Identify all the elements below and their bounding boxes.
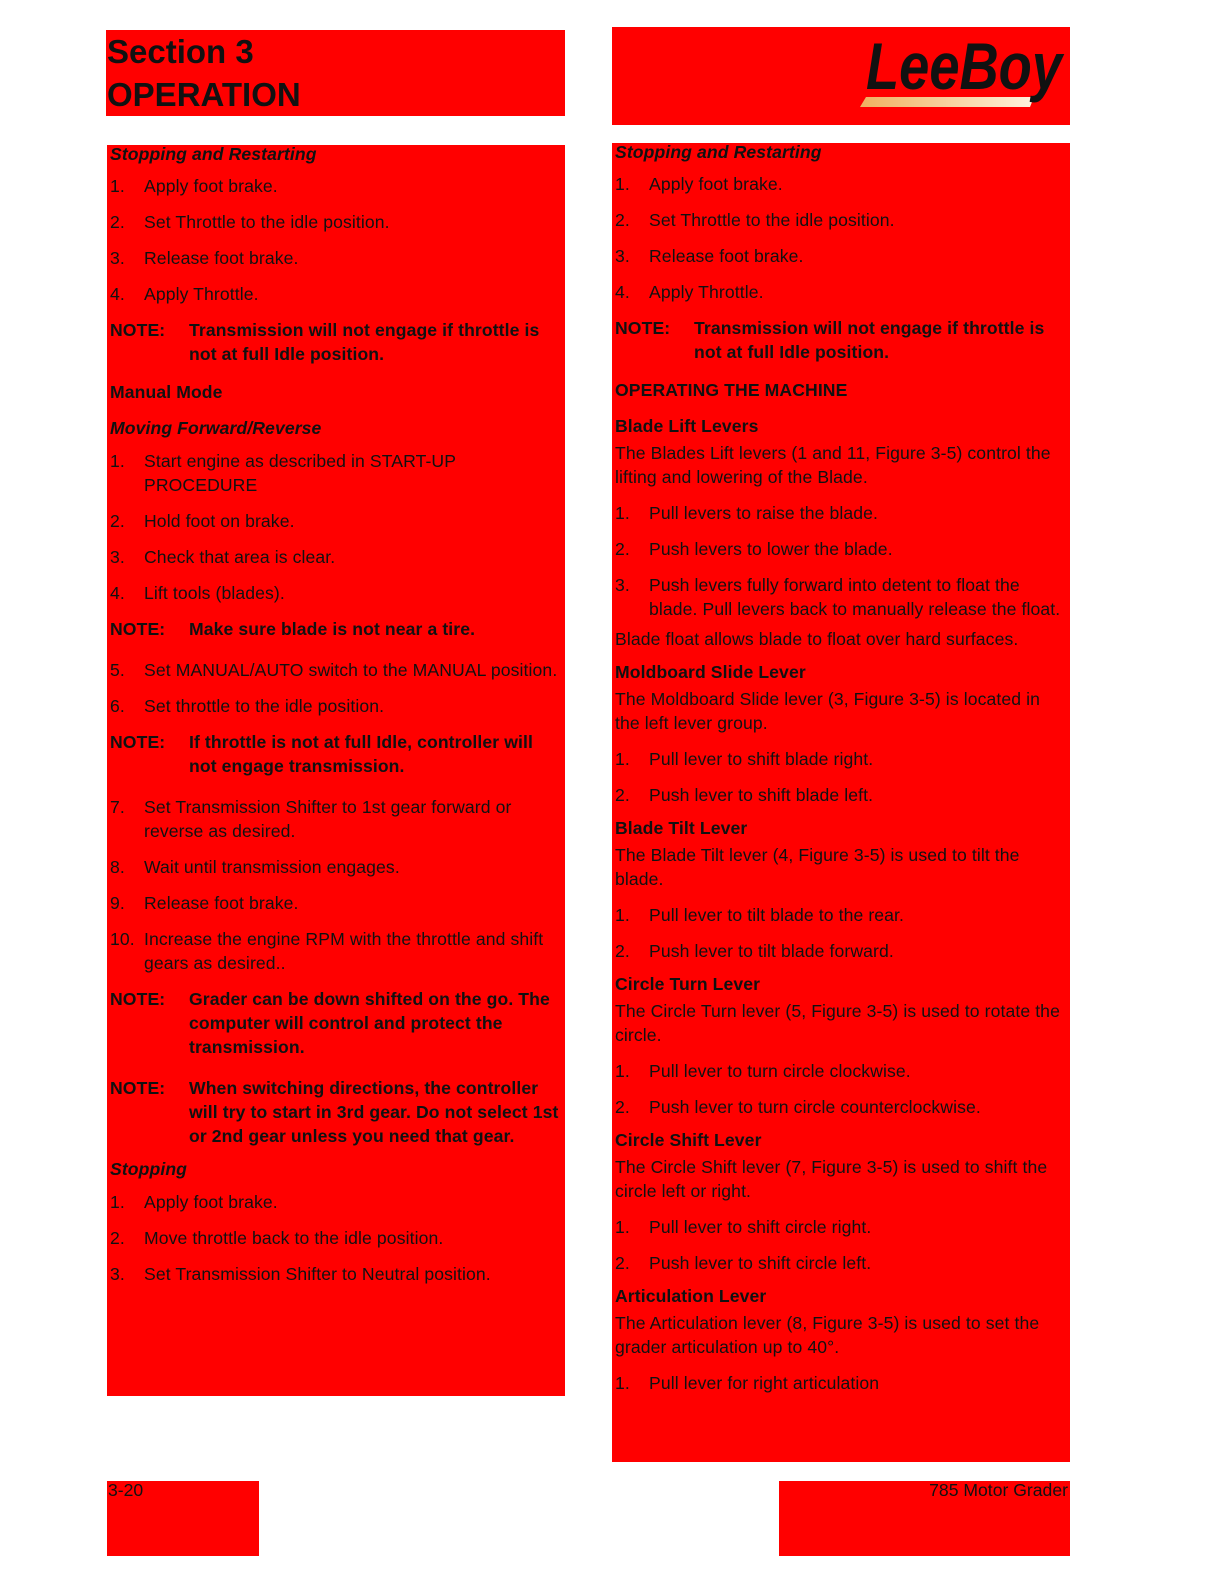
list-item [110,1190,561,1214]
list-item [615,244,1066,268]
stopping-restarting-heading: Stopping and Restarting [615,142,822,162]
list-item-text: Push levers to lower the blade. [649,539,893,559]
list-item [615,903,1066,927]
list-item-number: 2. [615,539,630,559]
list-item [615,573,1066,621]
blade-tilt-heading: Blade Tilt Lever [615,818,748,838]
note-label: NOTE: [615,318,671,338]
list-item [110,581,561,605]
step-list [110,795,561,975]
step-list [615,1215,1066,1275]
list-item-text: Apply foot brake. [144,1192,278,1212]
list-item [110,855,561,879]
section-header [106,30,565,116]
list-item-text: Increase the engine RPM with the throttle and shift gears as desired.. [144,929,544,973]
list-item-number: 3. [110,1264,125,1284]
list-item-text: Push lever to tilt blade forward. [649,941,894,961]
list-item [615,747,1066,771]
note-text: Transmission will not engage if throttle is not at full Idle position. [189,320,540,364]
list-item-number: 2. [615,941,630,961]
list-item [110,174,561,198]
circle-shift-intro: The Circle Shift lever (7, Figure 3-5) is used to shift the circle left or right. [615,1157,1048,1201]
list-item [110,694,561,718]
list-item [615,939,1066,963]
leeboy-logo [858,27,1068,109]
list-item-number: 10. [110,929,135,949]
list-item [615,280,1066,304]
list-item-number: 2. [615,785,630,805]
left-column [107,145,565,1396]
note-text: If throttle is not at full Idle, controller will not engage transmission. [189,732,533,776]
moving-heading: Moving Forward/Reverse [110,418,322,438]
note [615,316,1066,364]
list-item [615,208,1066,232]
list-item [615,537,1066,561]
list-item-number: 1. [615,1373,630,1393]
note-text: Make sure blade is not near a tire. [189,619,476,639]
list-item-text: Pull lever to tilt blade to the rear. [649,905,905,925]
list-item [110,1262,561,1286]
blade-lift-outro: Blade float allows blade to float over hard surfaces. [615,629,1019,649]
list-item-text: Set MANUAL/AUTO switch to the MANUAL position. [144,660,558,680]
articulation-intro: The Articulation lever (8, Figure 3-5) is used to set the grader articulation up to 40°. [615,1313,1040,1357]
list-item [110,891,561,915]
list-item [615,1059,1066,1083]
stopping-heading: Stopping [110,1159,188,1179]
list-item [615,1371,1066,1395]
list-item [110,795,561,843]
list-item-text: Pull lever for right articulation [649,1373,880,1393]
list-item-number: 4. [615,282,630,302]
note [110,1076,561,1148]
list-item-text: Pull lever to turn circle clockwise. [649,1061,911,1081]
footer-left [107,1481,259,1556]
list-item-text: Apply foot brake. [144,176,278,196]
list-item-text: Check that area is clear. [144,547,336,567]
list-item-number: 8. [110,857,125,877]
note-label: NOTE: [110,989,166,1009]
list-item [110,509,561,533]
step-list [110,174,561,306]
list-item [615,783,1066,807]
list-item-number: 4. [110,284,125,304]
list-item [110,1226,561,1250]
list-item-text: Pull levers to raise the blade. [649,503,879,523]
list-item-number: 1. [110,1192,125,1212]
list-item-number: 4. [110,583,125,603]
step-list [615,1059,1066,1119]
blade-tilt-intro: The Blade Tilt lever (4, Figure 3-5) is used to tilt the blade. [615,845,1020,889]
list-item [110,282,561,306]
section-title: OPERATION [107,76,301,113]
step-list [615,903,1066,963]
articulation-heading: Articulation Lever [615,1286,767,1306]
list-item-number: 5. [110,660,125,680]
list-item-text: Push lever to shift blade left. [649,785,874,805]
footer-right [779,1481,1070,1556]
list-item-number: 1. [110,451,125,471]
list-item [615,1251,1066,1275]
blade-lift-heading: Blade Lift Levers [615,416,759,436]
circle-turn-intro: The Circle Turn lever (5, Figure 3-5) is used to rotate the circle. [615,1001,1060,1045]
list-item [110,246,561,270]
note-text: Transmission will not engage if throttle is not at full Idle position. [694,318,1045,362]
list-item-number: 9. [110,893,125,913]
manual-mode-heading: Manual Mode [110,382,223,402]
list-item-text: Push lever to shift circle left. [649,1253,872,1273]
list-item-text: Lift tools (blades). [144,583,285,603]
list-item-number: 2. [615,1253,630,1273]
step-list [615,747,1066,807]
list-item-text: Release foot brake. [144,248,299,268]
blade-lift-intro: The Blades Lift levers (1 and 11, Figure 3-5) control the lifting and lowering of the Blade. [615,443,1051,487]
list-item-number: 3. [110,547,125,567]
list-item-text: Push lever to turn circle counterclockwise. [649,1097,981,1117]
right-column [612,143,1070,1462]
list-item-number: 6. [110,696,125,716]
list-item-number: 1. [110,176,125,196]
note-label: NOTE: [110,732,166,752]
step-list [110,658,561,718]
list-item-text: Push levers fully forward into detent to float the blade. Pull levers back to manually release the float. [649,575,1061,619]
list-item [110,658,561,682]
note [110,318,561,366]
list-item-text: Release foot brake. [144,893,299,913]
list-item-number: 1. [615,905,630,925]
list-item [615,1095,1066,1119]
model-name: 785 Motor Grader [929,1480,1068,1500]
note-text: Grader can be down shifted on the go. The computer will control and protect the transmission. [189,989,550,1057]
list-item-number: 2. [110,511,125,531]
list-item-number: 2. [615,1097,630,1117]
operating-heading: OPERATING THE MACHINE [615,380,848,400]
note [110,987,561,1059]
list-item-text: Move throttle back to the idle position. [144,1228,444,1248]
list-item-text: Set throttle to the idle position. [144,696,385,716]
list-item-number: 3. [110,248,125,268]
list-item-text: Pull lever to shift blade right. [649,749,874,769]
logo-header [612,27,1070,125]
list-item-number: 2. [110,1228,125,1248]
list-item-text: Hold foot on brake. [144,511,295,531]
list-item-number: 2. [615,210,630,230]
stopping-restarting-heading: Stopping and Restarting [110,144,317,164]
list-item-number: 1. [615,1061,630,1081]
moldboard-heading: Moldboard Slide Lever [615,662,806,682]
list-item [615,501,1066,525]
list-item-text: Apply Throttle. [144,284,259,304]
moldboard-intro: The Moldboard Slide lever (3, Figure 3-5) is located in the left lever group. [615,689,1041,733]
note-label: NOTE: [110,1078,166,1098]
section-number: Section 3 [107,33,254,70]
list-item-number: 2. [110,212,125,232]
page-number: 3-20 [108,1480,144,1500]
list-item-number: 1. [615,174,630,194]
list-item-text: Start engine as described in START-UP PROCEDURE [144,451,456,495]
note [110,617,561,641]
list-item [615,172,1066,196]
list-item-number: 1. [615,1217,630,1237]
list-item [615,1215,1066,1239]
list-item [110,545,561,569]
note [110,730,561,778]
list-item-number: 1. [615,503,630,523]
list-item-text: Apply foot brake. [649,174,783,194]
list-item-number: 1. [615,749,630,769]
step-list [615,172,1066,304]
circle-turn-heading: Circle Turn Lever [615,974,761,994]
list-item-text: Apply Throttle. [649,282,764,302]
list-item-number: 3. [615,575,630,595]
note-label: NOTE: [110,320,166,340]
logo-wordmark: LeeBoy [866,29,1065,103]
list-item-number: 3. [615,246,630,266]
step-list [110,1190,561,1286]
circle-shift-heading: Circle Shift Lever [615,1130,762,1150]
note-text: When switching directions, the controller will try to start in 3rd gear. Do not select 1st or 2nd gear unless you need that gear. [189,1078,559,1146]
step-list [110,449,561,605]
list-item-text: Wait until transmission engages. [144,857,400,877]
list-item-text: Set Throttle to the idle position. [144,212,390,232]
list-item-text: Pull lever to shift circle right. [649,1217,872,1237]
list-item [110,927,561,975]
list-item-text: Set Throttle to the idle position. [649,210,895,230]
list-item [110,210,561,234]
step-list [615,501,1066,621]
list-item-text: Release foot brake. [649,246,804,266]
step-list [615,1371,1066,1395]
list-item-text: Set Transmission Shifter to Neutral position. [144,1264,491,1284]
list-item [110,449,561,497]
list-item-number: 7. [110,797,125,817]
note-label: NOTE: [110,619,166,639]
list-item-text: Set Transmission Shifter to 1st gear forward or reverse as desired. [144,797,512,841]
